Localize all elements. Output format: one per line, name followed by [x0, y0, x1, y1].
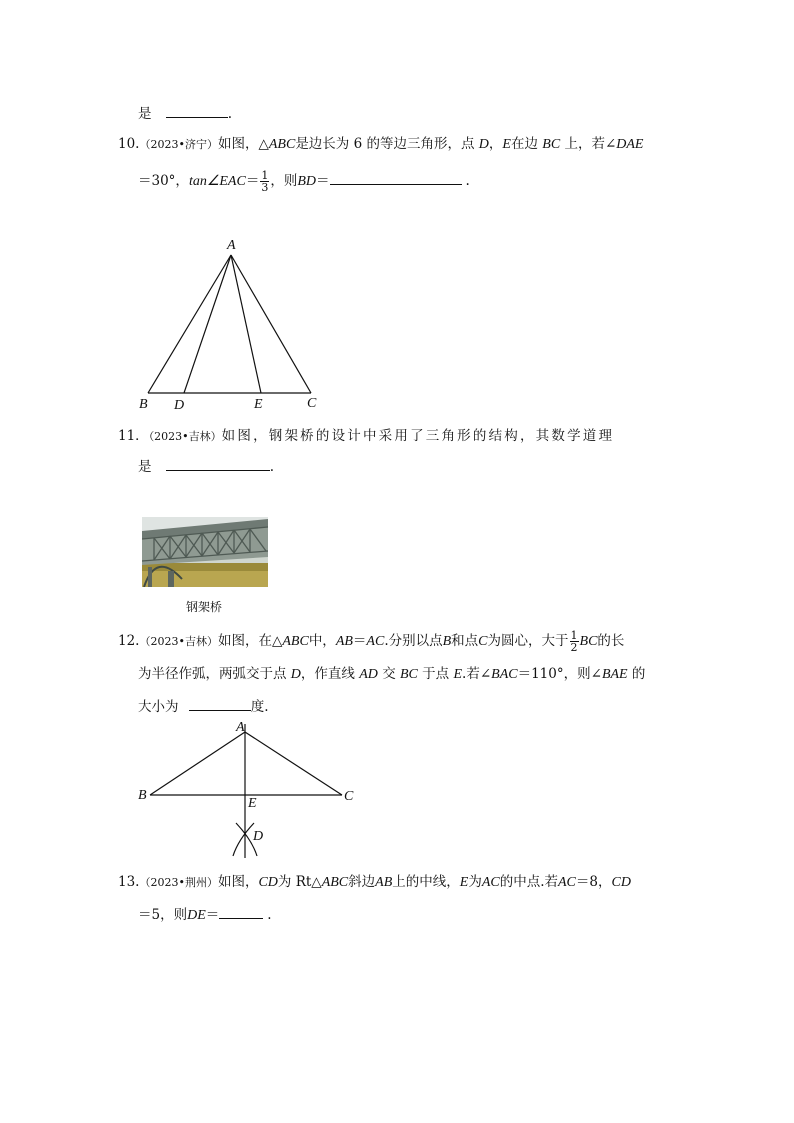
- q10-text: ，则: [270, 173, 298, 189]
- q11-answer-blank[interactable]: [166, 456, 270, 471]
- q12-text: 如图，在△: [217, 633, 283, 649]
- q12-text: ，作直线: [300, 666, 355, 682]
- q12-var-bc: BC: [579, 634, 598, 649]
- q10-label-d: D: [174, 398, 185, 413]
- q13-var-cd2: CD: [611, 875, 631, 890]
- q10-text: ＝30°，: [138, 173, 189, 189]
- q13-var-de: DE: [187, 908, 206, 923]
- q12-text: ＝: [352, 633, 367, 649]
- q12-var-bc2: BC: [399, 667, 418, 682]
- q12-text: 为圆心，大于: [487, 633, 569, 649]
- q10-var-e: E: [502, 137, 511, 152]
- q13-text: 为: [468, 874, 482, 890]
- q12-var-ac: AC: [366, 634, 385, 649]
- q10-text: 在边: [510, 136, 538, 152]
- q13-number: 13.: [118, 874, 140, 890]
- q13-text: 的中点.若: [499, 874, 558, 890]
- q10-var-d: D: [478, 137, 489, 152]
- q10-number: 10.: [118, 136, 140, 152]
- q12-text: 大小为: [138, 699, 179, 715]
- q12-var-bac: BAC: [491, 667, 518, 682]
- q13-var-ac: AC: [481, 875, 500, 890]
- q12-text: ＝110°，则∠: [517, 666, 602, 682]
- q12-line-2: [138, 664, 645, 685]
- q11-line-1: [118, 426, 614, 447]
- q11-source: （2023•吉林）: [148, 430, 222, 443]
- q10-tan-expr: tan∠EAC: [188, 174, 246, 189]
- q10-text: 是边长为 6 的等边三角形，点: [295, 136, 475, 152]
- q10-frac-num: 1: [261, 169, 269, 182]
- q11-text: 是: [138, 459, 152, 475]
- q13-answer-blank[interactable]: [219, 904, 263, 919]
- q12-var-c: C: [478, 634, 488, 649]
- q12-label-c: C: [344, 789, 354, 804]
- q13-var-cd: CD: [258, 875, 278, 890]
- steel-bridge-photo: [142, 517, 268, 587]
- q10-text: ＝: [316, 173, 330, 189]
- q12-var-d: D: [290, 667, 301, 682]
- q12-text: 于点: [422, 666, 450, 682]
- q10-label-a: A: [227, 238, 236, 253]
- q12-var-ad: AD: [359, 667, 378, 682]
- q13-line-1: [118, 872, 631, 893]
- q12-label-d: D: [253, 829, 264, 844]
- q13-text: 上的中线，: [392, 874, 460, 890]
- q11-line-2: [138, 456, 274, 477]
- q12-answer-blank[interactable]: [189, 696, 251, 711]
- q10-var-bc: BC: [542, 137, 561, 152]
- q13-end: .: [267, 907, 272, 923]
- q11-photo-caption: 钢架桥: [186, 600, 223, 614]
- q13-var-ab: AB: [375, 875, 393, 890]
- q10-text: 上，若∠: [564, 136, 617, 152]
- q10-label-b: B: [139, 397, 148, 412]
- q12-text: 交: [382, 666, 396, 682]
- q12-var-b: B: [442, 634, 452, 649]
- q12-label-e: E: [248, 796, 257, 811]
- q10-var-abc: ABC: [268, 137, 296, 152]
- q10-source: （2023•济宁）: [139, 138, 218, 151]
- q10-text: ＝: [245, 173, 260, 189]
- q12-text: 的: [631, 666, 646, 682]
- q12-text: 的长: [597, 633, 625, 649]
- q13-text: 如图，: [217, 874, 259, 890]
- q12-frac-den: 2: [570, 641, 578, 654]
- q12-text: 中，: [308, 633, 336, 649]
- q13-line-2: [138, 904, 272, 926]
- q13-source: （2023•荆州）: [139, 876, 218, 889]
- q11-text: 如图，钢架桥的设计中采用了三角形的结构，其数学道理: [221, 428, 615, 444]
- q10-var-dae: DAE: [616, 137, 644, 152]
- q12-label-b: B: [138, 788, 147, 803]
- q13-text: ＝: [205, 907, 220, 923]
- q10-frac-den: 3: [261, 181, 269, 194]
- q9-tail-text: 是: [138, 106, 152, 122]
- q10-var-bd: BD: [297, 174, 316, 189]
- q12-text: 和点: [451, 633, 479, 649]
- q12-var-bae: BAE: [601, 667, 628, 682]
- q12-text: .分别以点: [384, 633, 443, 649]
- q10-end: .: [465, 173, 470, 189]
- q12-label-a: A: [236, 720, 245, 735]
- q13-text: ＝5，则: [138, 907, 188, 923]
- q12-text: 度.: [250, 699, 269, 715]
- q13-text: ＝8，: [575, 874, 612, 890]
- q13-text: 斜边: [348, 874, 376, 890]
- q10-label-e: E: [254, 397, 263, 412]
- q13-var-abc: ABC: [321, 875, 349, 890]
- q12-text: .若∠: [462, 666, 492, 682]
- q12-var-ab: AB: [335, 634, 353, 649]
- q13-text: 为 Rt△: [277, 874, 322, 890]
- q11-number: 11．: [118, 428, 149, 444]
- q10-text: 如图，△: [217, 136, 269, 152]
- q13-var-e: E: [459, 875, 469, 890]
- q12-line-1: [118, 630, 624, 653]
- q12-line-3: [138, 696, 269, 717]
- q9-end: .: [227, 106, 233, 122]
- q12-figure: [150, 724, 342, 858]
- q12-frac-num: 1: [570, 629, 578, 642]
- q13-var-ac2: AC: [558, 875, 576, 890]
- q12-var-e: E: [453, 667, 463, 682]
- q10-label-c: C: [307, 396, 317, 411]
- q12-text: 为半径作弧，两弧交于点: [138, 666, 287, 682]
- q12-fraction: [570, 630, 579, 653]
- q12-source: （2023•吉林）: [139, 635, 218, 648]
- q12-var-abc: ABC: [282, 634, 309, 649]
- q10-text: ，: [488, 136, 503, 152]
- q12-number: 12.: [118, 633, 140, 649]
- q11-end: .: [269, 459, 275, 475]
